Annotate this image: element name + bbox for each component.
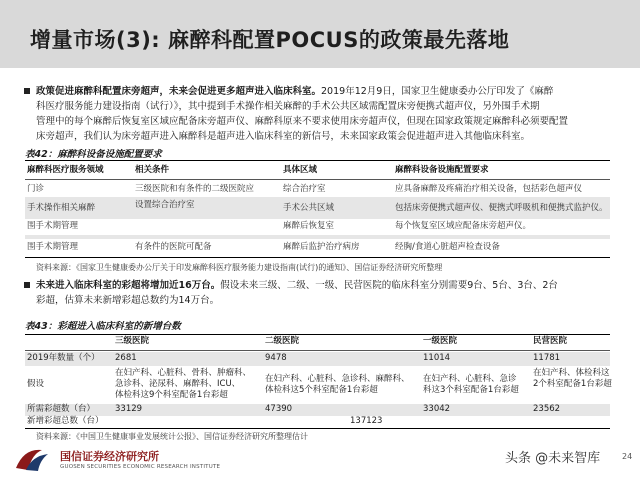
- table-header-cell: 三级医院: [115, 336, 150, 346]
- table-cell: 手术公共区域: [283, 203, 335, 213]
- table-cell: [533, 368, 633, 390]
- table-cell: 围手术期管理: [27, 221, 79, 231]
- cell-line: 急诊科、泌尿科、麻醉科、ICU、: [115, 379, 241, 389]
- footer-brand-subtitle: GUOSEN SECURITIES ECONOMIC RESEARCH INSTITUTE: [60, 464, 221, 470]
- table-header-cell: 相关条件: [135, 165, 170, 175]
- table-cell: 11014: [423, 353, 451, 363]
- cell-line: 在妇产科、心脏科、急诊科、麻醉科、: [265, 374, 410, 384]
- table-header-cell: 具体区域: [283, 165, 318, 175]
- watermark: 头条 @未来智库: [505, 451, 601, 466]
- table-cell: 2681: [115, 353, 137, 363]
- table-row: [25, 416, 610, 428]
- table-row: [25, 352, 610, 366]
- table-cell: 每个恢复室区域应配备床旁超声仪。: [395, 221, 532, 231]
- cell-line: 在妇产科、体检科这: [533, 368, 610, 378]
- table-header-cell: 一级医院: [423, 336, 458, 346]
- bullet-text: 2019年12月9日，国家卫生健康委办公厅印发了《麻醉: [321, 86, 554, 97]
- table-cell: 门诊: [27, 184, 45, 194]
- table-cell: 包括床旁便携式超声仪、便携式呼吸机和便携式监护仪。: [395, 203, 608, 213]
- bullet-lead: 政策促进麻醉科配置床旁超声，未来会促进更多超声进入临床科室。: [36, 86, 322, 97]
- cell-line: 体检科这5个科室配备1台彩超: [265, 385, 378, 395]
- table-bottom-rule: [25, 428, 610, 429]
- bullet-square-icon: [24, 282, 30, 288]
- title-banner: [0, 0, 640, 68]
- footer-brand-name: 国信证券经济研究所: [60, 450, 159, 463]
- table-cell: [115, 368, 263, 401]
- table-cell: 应具备麻醉及疼痛治疗相关设备，包括彩色超声仪: [395, 184, 583, 194]
- row-label: 所需彩超数（台）: [27, 404, 96, 414]
- table-source: 资料来源：《国家卫生健康委办公厅关于印发麻醉科医疗服务能力建设指南(试行)的通知》、国信证券经济研究所整理: [36, 263, 443, 272]
- table-row: [25, 218, 610, 234]
- table-header-row: [25, 162, 610, 178]
- table-header-cell: 麻醉科医疗服务领域: [27, 165, 104, 175]
- bullet-text-line: 床旁超声，我们认为床旁超声进入麻醉科是超声进入临床科室的新信号，未来国家政策会促进超声进入其他临床科室。: [36, 131, 531, 142]
- table-cell: 三级医院和有条件的二级医院应: [135, 184, 255, 194]
- table-header-rule: [25, 179, 610, 180]
- table-row: [25, 239, 610, 255]
- table-header-cell: 民营医院: [533, 336, 568, 346]
- table-cell: 9478: [265, 353, 287, 363]
- bullet-text-line: 管理中的每个麻醉后恢复室区域应配备床旁超声仪、麻醉科原来不要求使用床旁超声仪，但现在国家政策规定麻醉科必须要配置: [36, 116, 569, 127]
- table-row: [25, 404, 610, 416]
- table-row: [25, 367, 610, 403]
- table-cell: 33042: [423, 404, 451, 414]
- row-label: 2019年数量（个）: [27, 353, 100, 363]
- bullet-text-line: 彩超，估算未来新增彩超总数约为14万台。: [36, 295, 220, 306]
- table-cell: 麻醉后监护治疗病房: [283, 242, 360, 252]
- table-cell: 手术操作相关麻醉: [27, 203, 96, 213]
- cell-line: 在妇产科、心脏科、骨科、肿瘤科、: [115, 368, 252, 378]
- table-top-rule: [25, 334, 610, 335]
- cell-line: 2个科室配备1台彩超: [533, 379, 612, 389]
- bullet-forecast: [36, 278, 616, 308]
- table-cell: 23562: [533, 404, 561, 414]
- bullet-square-icon: [24, 88, 30, 94]
- table-cell: 33129: [115, 404, 143, 414]
- cell-line: 在妇产科、心脏科、急诊: [423, 374, 517, 384]
- table-header-cell: 二级医院: [265, 336, 300, 346]
- table-caption: 表42：麻醉科设备设施配置要求: [25, 149, 162, 160]
- table-cell: 有条件的医院可配备: [135, 242, 212, 252]
- table-cell: 经胸/食道心脏超声检查设备: [395, 242, 500, 252]
- bullet-text: 假设未来三级、二级、一级、民营医院的临床科室分别需要9台、5台、3台、2台: [220, 280, 558, 291]
- page-number: 24: [622, 452, 633, 461]
- table-cell: 11781: [533, 353, 561, 363]
- table-top-rule: [25, 160, 610, 161]
- table-cell: 设置综合治疗室: [135, 200, 195, 210]
- table-cell: 麻醉后恢复室: [283, 221, 335, 231]
- table-cell: 围手术期管理: [27, 242, 79, 252]
- table-cell-total: 137123: [350, 416, 383, 426]
- bullet-text-line: 科医疗服务能力建设指南（试行）》，其中提到手术操作相关麻醉的手术公共区域需配置床旁便携式超声仪，另外围手术期: [36, 101, 540, 112]
- table-bottom-rule: [25, 257, 610, 258]
- page-title: 增量市场(3): 麻醉科配置POCUS的政策最先落地: [30, 28, 510, 52]
- table-row: [25, 200, 610, 216]
- table-cell: 47390: [265, 404, 293, 414]
- bullet-lead: 未来进入临床科室的彩超将增加近16万台。: [36, 280, 221, 291]
- row-label: 假设: [27, 379, 45, 389]
- table-cell: [423, 374, 531, 396]
- bullet-policy: [36, 84, 616, 144]
- table-source: 资料来源：《中国卫生健康事业发展统计公报》、国信证券经济研究所整理估计: [36, 432, 308, 441]
- table-caption: 表43：彩超进入临床科室的新增台数: [25, 321, 181, 332]
- guosen-logo-icon: [12, 444, 52, 474]
- table-cell: [265, 374, 421, 396]
- table-header-rule: [25, 350, 610, 351]
- cell-line: 科这3个科室配备1台彩超: [423, 385, 519, 395]
- table-header-cell: 麻醉科设备设施配置要求: [395, 165, 489, 175]
- table-cell: 综合治疗室: [283, 184, 326, 194]
- cell-line: 体检科这9个科室配备1台彩超: [115, 390, 228, 400]
- table-row: [25, 181, 610, 197]
- row-label: 新增彩超总数（台）: [27, 416, 104, 426]
- table-header-row: [25, 336, 610, 350]
